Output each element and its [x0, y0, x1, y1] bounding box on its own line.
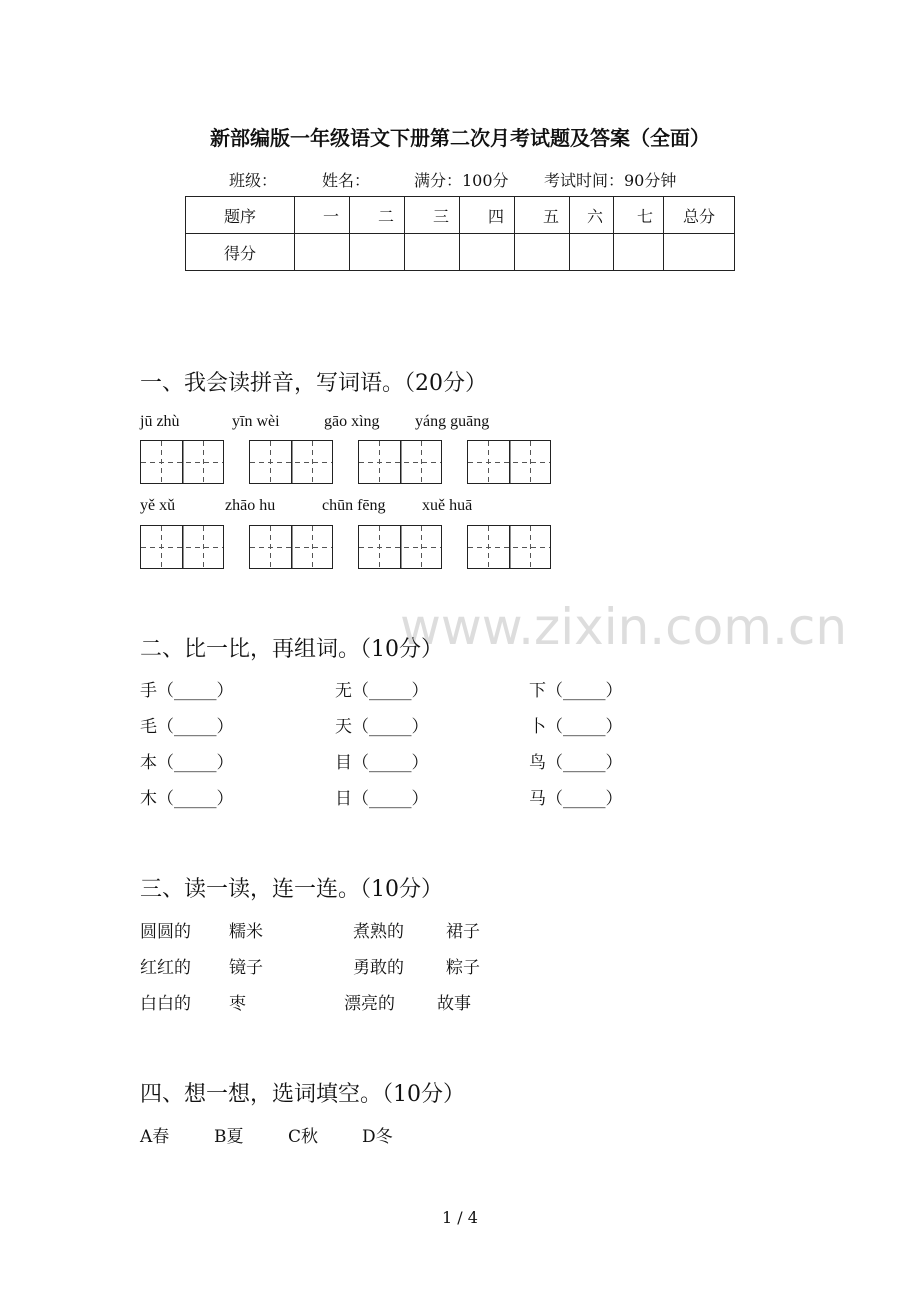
- header-cell-4: 四: [460, 197, 515, 234]
- season-option[interactable]: A春: [140, 1127, 170, 1147]
- match-word[interactable]: 勇敢的: [353, 958, 404, 978]
- match-word[interactable]: 白白的: [140, 994, 191, 1014]
- pinyin-label: chūn fēng: [322, 497, 386, 514]
- match-word[interactable]: 糯米: [229, 922, 263, 942]
- pinyin-label: xuě huā: [422, 497, 473, 514]
- full-score-label: 满分：100分: [414, 171, 509, 190]
- word-item[interactable]: 木（_____）: [140, 789, 234, 809]
- exam-time-label: 考试时间：90分钟: [544, 171, 677, 190]
- score-cell[interactable]: [295, 234, 350, 271]
- match-word[interactable]: 漂亮的: [344, 994, 395, 1014]
- writing-grid[interactable]: [140, 525, 224, 569]
- section-4-heading: 四、想一想，选词填空。（10分）: [140, 1082, 465, 1107]
- writing-grid[interactable]: [249, 440, 333, 484]
- word-item[interactable]: 本（_____）: [140, 753, 234, 773]
- name-label: 姓名：: [322, 171, 371, 190]
- word-item[interactable]: 无（_____）: [335, 681, 429, 701]
- match-word[interactable]: 红红的: [140, 958, 191, 978]
- section-3-heading: 三、读一读，连一连。（10分）: [140, 877, 443, 902]
- header-cell-5: 五: [515, 197, 570, 234]
- score-cell[interactable]: [460, 234, 515, 271]
- score-cell[interactable]: [570, 234, 614, 271]
- pinyin-label: yáng guāng: [415, 413, 490, 430]
- word-item[interactable]: 日（_____）: [335, 789, 429, 809]
- writing-grid[interactable]: [467, 525, 551, 569]
- season-option[interactable]: B夏: [214, 1127, 244, 1147]
- writing-grid[interactable]: [140, 440, 224, 484]
- match-word[interactable]: 故事: [437, 994, 471, 1014]
- writing-grid[interactable]: [358, 525, 442, 569]
- score-row-label: 得分: [186, 234, 295, 271]
- header-cell-2: 二: [350, 197, 405, 234]
- match-word[interactable]: 镜子: [229, 958, 263, 978]
- writing-grid[interactable]: [249, 525, 333, 569]
- score-cell[interactable]: [664, 234, 735, 271]
- match-word[interactable]: 枣: [229, 994, 246, 1014]
- header-cell-7: 七: [614, 197, 664, 234]
- word-item[interactable]: 鸟（_____）: [529, 753, 623, 773]
- section-1-heading: 一、我会读拼音，写词语。（20分）: [140, 371, 487, 396]
- match-word[interactable]: 裙子: [446, 922, 480, 942]
- document-title: 新部编版一年级语文下册第二次月考试题及答案（全面）: [210, 126, 710, 150]
- word-item[interactable]: 下（_____）: [529, 681, 623, 701]
- match-word[interactable]: 圆圆的: [140, 922, 191, 942]
- score-cell[interactable]: [614, 234, 664, 271]
- word-item[interactable]: 手（_____）: [140, 681, 234, 701]
- pinyin-label: jū zhù: [140, 413, 180, 430]
- pinyin-label: gāo xìng: [324, 413, 380, 430]
- word-item[interactable]: 卜（_____）: [529, 717, 623, 737]
- score-cell[interactable]: [405, 234, 460, 271]
- header-cell-1: 一: [295, 197, 350, 234]
- pinyin-label: yīn wèi: [232, 413, 280, 430]
- match-word[interactable]: 煮熟的: [353, 922, 404, 942]
- word-item[interactable]: 目（_____）: [335, 753, 429, 773]
- word-item[interactable]: 马（_____）: [529, 789, 623, 809]
- header-cell-order: 题序: [186, 197, 295, 234]
- watermark: www.zixin.com.cn: [400, 598, 848, 656]
- writing-grid[interactable]: [358, 440, 442, 484]
- season-option[interactable]: C秋: [288, 1127, 319, 1147]
- header-cell-total: 总分: [664, 197, 735, 234]
- word-item[interactable]: 天（_____）: [335, 717, 429, 737]
- season-option[interactable]: D冬: [362, 1127, 393, 1147]
- page-number: 1 / 4: [442, 1208, 478, 1227]
- score-table-score-row: [186, 234, 735, 271]
- section-2-heading: 二、比一比，再组词。（10分）: [140, 637, 443, 662]
- header-cell-3: 三: [405, 197, 460, 234]
- writing-grid[interactable]: [467, 440, 551, 484]
- score-cell[interactable]: [515, 234, 570, 271]
- pinyin-label: zhāo hu: [225, 497, 276, 514]
- class-label: 班级：: [229, 171, 278, 190]
- header-cell-6: 六: [570, 197, 614, 234]
- pinyin-label: yě xǔ: [140, 497, 176, 514]
- word-item[interactable]: 毛（_____）: [140, 717, 234, 737]
- match-word[interactable]: 粽子: [446, 958, 480, 978]
- score-table: [185, 196, 735, 271]
- score-cell[interactable]: [350, 234, 405, 271]
- score-table-header-row: [186, 197, 735, 234]
